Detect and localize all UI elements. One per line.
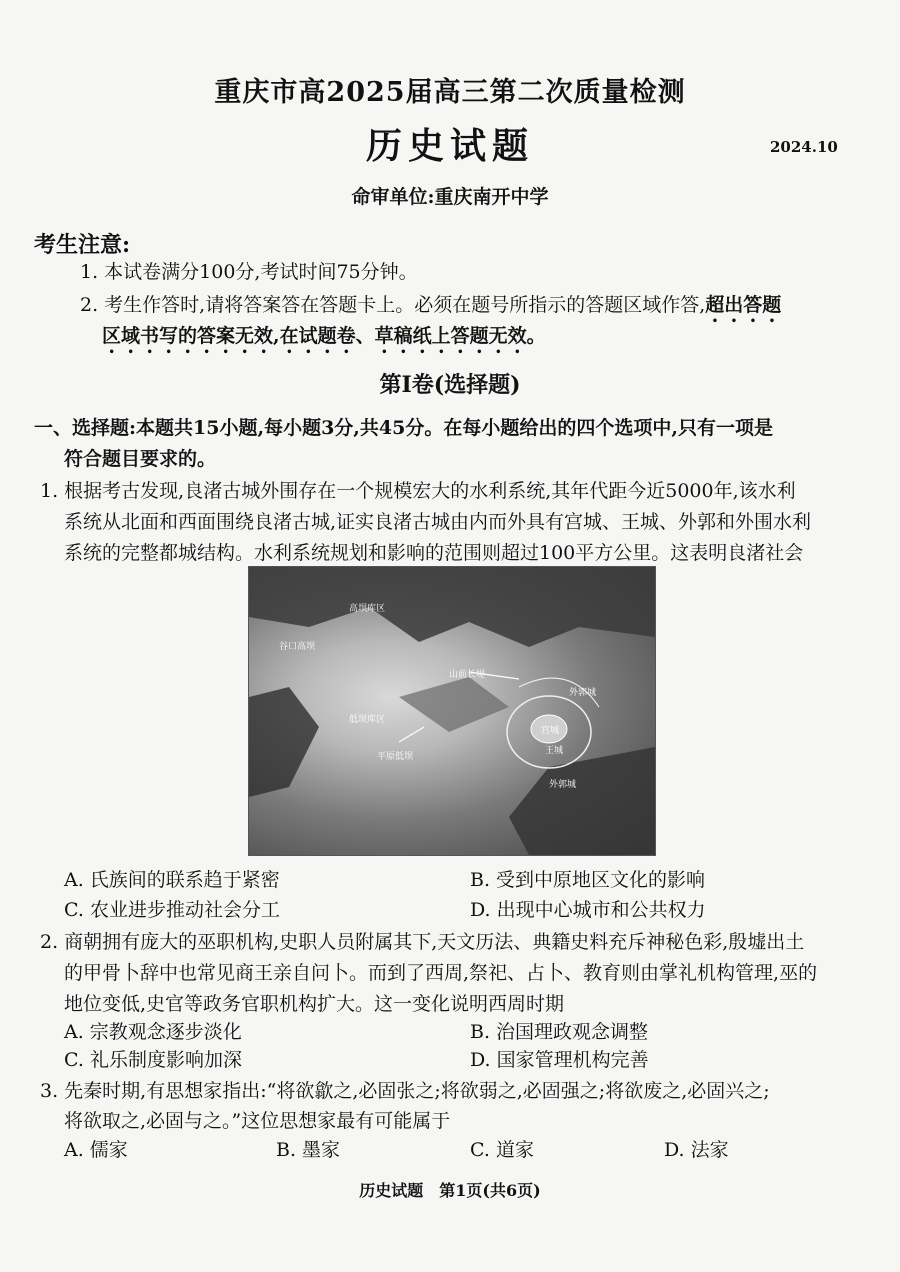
- map-label-outer-city-2: 外郭城: [549, 780, 577, 790]
- section-instructions: 一、选择题:本题共15小题,每小题3分,共45分。在每小题给出的四个选项中,只有一项是: [34, 417, 773, 439]
- q2-line-2: 的甲骨卜辞中也常见商王亲自问卜。而到了西周,祭祀、占卜、教育则由掌礼机构管理,巫的: [64, 962, 818, 984]
- terrain-shading: [249, 567, 655, 855]
- map-label-mountain-dam: 山前长堤: [449, 670, 486, 680]
- notice-item-2-continued: 区域书写的答案无效,在试题卷、草稿纸上答题无效。: [102, 325, 546, 347]
- q1-option-b: B. 受到中原地区文化的影响: [470, 869, 706, 891]
- page-footer: 历史试题 第1页(共6页): [359, 1181, 541, 1200]
- exam-date: 2024.10: [770, 138, 838, 156]
- map-label-palace: 宫城: [541, 726, 560, 736]
- q2-option-b: B. 治国理政观念调整: [470, 1021, 649, 1043]
- q2-option-c: C. 礼乐制度影响加深: [64, 1049, 242, 1071]
- q2-line-1: 2. 商朝拥有庞大的巫职机构,史职人员附属其下,天文历法、典籍史料充斥神秘色彩,殷墟出土: [40, 931, 805, 953]
- q3-option-d: D. 法家: [664, 1139, 729, 1161]
- liangzhu-map-image: [248, 566, 656, 856]
- q1-line-1: 1. 根据考古发现,良渚古城外围存在一个规模宏大的水利系统,其年代距今近5000年,该水利: [40, 480, 796, 502]
- notice-heading: 考生注意:: [34, 232, 131, 258]
- notice-item-2-text: 2. 考生作答时,请将答案答在答题卡上。必须在题号所指示的答题区域作答,: [80, 294, 706, 316]
- section-title: 第Ⅰ卷(选择题): [379, 372, 521, 398]
- q3-option-a: A. 儒家: [64, 1139, 128, 1161]
- q3-option-b: B. 墨家: [276, 1139, 341, 1161]
- notice-item-1: 1. 本试卷满分100分,考试时间75分钟。: [80, 261, 418, 283]
- q3-line-2: 将欲取之,必固与之。”这位思想家最有可能属于: [64, 1110, 451, 1132]
- q1-line-2: 系统从北面和西面围绕良渚古城,证实良渚古城由内而外具有宫城、王城、外郭和外围水利: [64, 511, 812, 533]
- exam-title: 重庆市高2025届高三第二次质量检测: [214, 77, 686, 108]
- q2-line-3: 地位变低,史官等政务官职机构扩大。这一变化说明西周时期: [64, 993, 565, 1015]
- section-instructions-cont: 符合题目要求的。: [64, 448, 217, 470]
- map-label-outer-city: 外郭城: [569, 688, 597, 698]
- notice-item-2-emphasis: 超出答题: [705, 294, 782, 316]
- q1-option-c: C. 农业进步推动社会分工: [64, 899, 280, 921]
- q2-option-a: A. 宗教观念逐步淡化: [64, 1021, 242, 1043]
- q3-option-c: C. 道家: [470, 1139, 534, 1161]
- map-label-royal-city: 王城: [545, 746, 564, 756]
- q3-line-1: 3. 先秦时期,有思想家指出:“将欲歙之,必固张之;将欲弱之,必固强之;将欲废之,必固兴之;: [40, 1080, 770, 1102]
- map-label-valley-dam: 谷口高坝: [279, 642, 316, 652]
- q1-option-a: A. 氏族间的联系趋于紧密: [64, 869, 280, 891]
- q2-option-d: D. 国家管理机构完善: [470, 1049, 649, 1071]
- q1-option-d: D. 出现中心城市和公共权力: [470, 899, 706, 921]
- subject-title: 历史试题: [365, 125, 534, 167]
- map-label-low-reservoir: 低坝库区: [349, 715, 386, 725]
- compiling-unit: 命审单位:重庆南开中学: [351, 186, 549, 208]
- q1-line-3: 系统的完整都城结构。水利系统规划和影响的范围则超过100平方公里。这表明良渚社会: [64, 542, 804, 564]
- map-label-high-reservoir: 高坝库区: [349, 604, 386, 614]
- map-label-plain-dam: 平原低坝: [377, 752, 414, 762]
